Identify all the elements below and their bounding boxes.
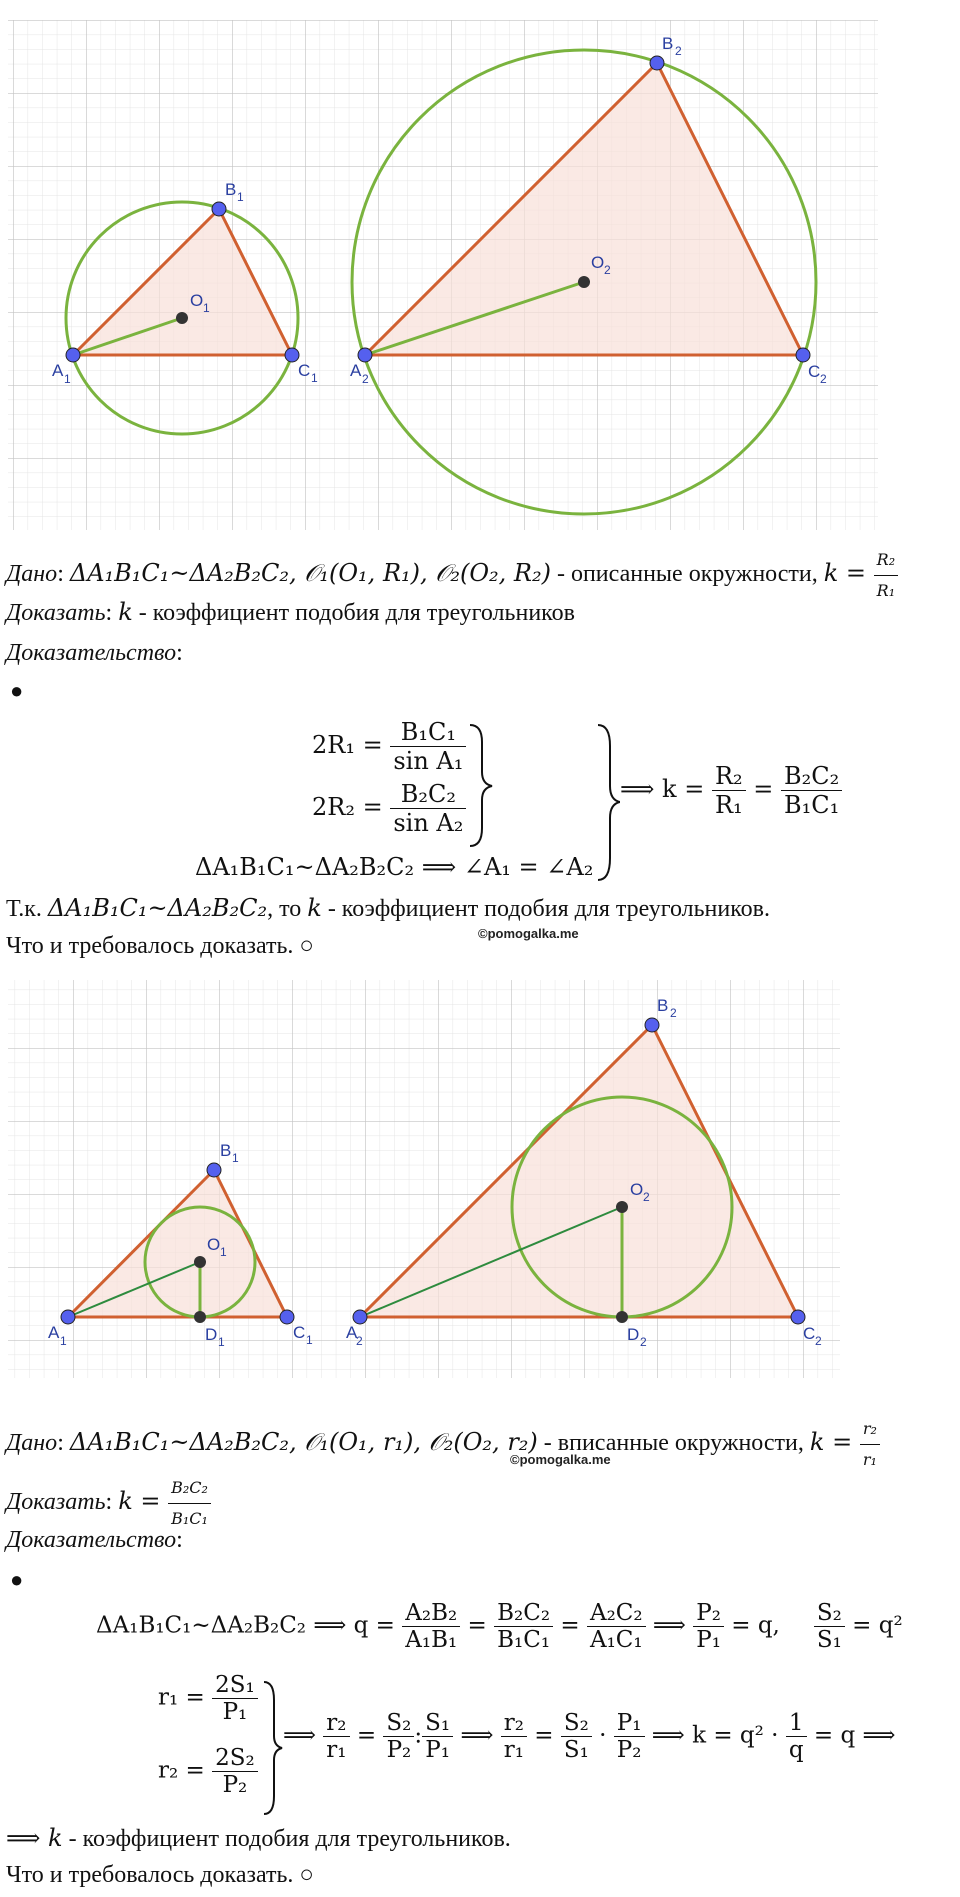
svg-text:C: C <box>293 1323 306 1342</box>
label-a2: A <box>350 361 362 380</box>
svg-text:2: 2 <box>643 1190 650 1204</box>
figure-inscribed <box>0 975 960 1390</box>
svg-text:D: D <box>205 1325 218 1344</box>
given-1: Дано: ΔA₁B₁C₁~ΔA₂B₂C₂, 𝒪₁(O₁, R₁), 𝒪₂(O₂, R₂) - описанные окружности, k = $\frac{\text{R₂}}{\text{R₁}}$ <box>6 545 898 606</box>
eq-r1: r₁ = $\frac{\text{2S₁}}{\text{P₁}}$ <box>158 1672 258 1725</box>
eq-result-1: ⟹ k = $\frac{\text{R₂}}{\text{R₁}}$ = $\frac{\text{B₂C₂}}{\text{B₁C₁}}$ <box>620 762 842 819</box>
svg-text:2: 2 <box>670 1006 677 1020</box>
qed-2: Что и требовалось доказать. ○ <box>6 1862 314 1888</box>
svg-text:2: 2 <box>604 263 611 277</box>
prove-2: Доказать: k = $\frac{\text{B₂C₂}}{\text{B₁C₁}}$ <box>6 1473 211 1534</box>
label-b1: B <box>225 180 237 199</box>
svg-text:1: 1 <box>64 372 71 386</box>
svg-text:2: 2 <box>362 372 369 386</box>
bullet-1: ● <box>10 678 24 703</box>
svg-text:1: 1 <box>218 1335 225 1349</box>
svg-text:B: B <box>657 996 669 1015</box>
svg-text:2: 2 <box>675 44 682 58</box>
prove-1: Доказать: k - коэффициент подобия для треугольников <box>6 598 575 626</box>
svg-text:O: O <box>630 1180 644 1199</box>
braces-1 <box>470 722 620 884</box>
svg-text:2: 2 <box>815 1334 822 1348</box>
label-c2: C <box>808 362 821 381</box>
svg-text:2: 2 <box>356 1334 363 1348</box>
svg-text:1: 1 <box>220 1245 227 1259</box>
label-o2: O <box>591 253 605 272</box>
eq-2r2: 2R₂ = $\frac{\text{B₂C₂}}{\text{sin A₂}}$ <box>312 780 466 837</box>
eq-similarity: ΔA₁B₁C₁~ΔA₂B₂C₂ ⟹ q = $\frac{\text{A₂B₂}}{\text{A₁B₁}}$ = $\frac{\text{B₂C₂}}{\text{B₁C₁}}$ = $\frac{\text{A₂C₂}}{\text{A₁C₁}}$ ⟹ $\frac{\text{P₂}}{\text{P₁}}$ = q, $\frac{\text{S₂}}{\text{S₁}}$ = q² <box>96 1600 903 1653</box>
svg-text:1: 1 <box>306 1333 313 1347</box>
svg-text:B: B <box>220 1141 232 1160</box>
watermark-2: ©pomogalka.me <box>510 1452 611 1467</box>
svg-text:1: 1 <box>203 301 210 315</box>
eq-angles: ΔA₁B₁C₁~ΔA₂B₂C₂ ⟹ ∠A₁ = ∠A₂ <box>195 853 594 881</box>
eq-ratio-chain: ⟹ $\frac{\text{r₂}}{\text{r₁}}$ = $\frac{\text{S₂}}{\text{P₂}}$ : $\frac{\text{S₁}}{\text{P₁}}$ ⟹ $\frac{\text{r₂}}{\text{r₁}}$ = $\frac{\text{S₂}}{\text{S₁}}$ · $\frac{\text{P₁}}{\text{P₂}}$ ⟹ k = q² · $\frac{1}{q}$ = q ⟹ <box>283 1710 896 1763</box>
label-a1: A <box>52 361 64 380</box>
conclusion-1: Т.к. ΔA₁B₁C₁~ΔA₂B₂C₂, то k - коэффициент подобия для треугольников. <box>6 894 771 922</box>
figure-circumscribed <box>0 0 960 540</box>
svg-text:1: 1 <box>232 1151 239 1165</box>
svg-text:1: 1 <box>60 1334 67 1348</box>
svg-text:1: 1 <box>311 371 318 385</box>
svg-text:O: O <box>207 1235 221 1254</box>
bullet-2: ● <box>10 1567 24 1592</box>
proof-label-2: Доказательство: <box>6 1527 183 1553</box>
brace-2 <box>262 1680 284 1816</box>
given-2: Дано: ΔA₁B₁C₁~ΔA₂B₂C₂, 𝒪₁(O₁, r₁), 𝒪₂(O₂, r₂) - вписанные окружности, k = $\frac{\text{r₂}}{\text{r₁}}$ <box>6 1414 880 1475</box>
label-o1: O <box>190 291 204 310</box>
svg-text:C: C <box>803 1324 816 1343</box>
svg-text:A: A <box>346 1323 358 1342</box>
watermark-1: ©pomogalka.me <box>478 926 579 941</box>
final-2: ⟹ k - коэффициент подобия для треугольников. <box>6 1824 511 1852</box>
svg-text:2: 2 <box>820 372 827 386</box>
eq-2r1: 2R₁ = $\frac{\text{B₁C₁}}{\text{sin A₁}}$ <box>312 718 466 775</box>
eq-r2: r₂ = $\frac{\text{2S₂}}{\text{P₂}}$ <box>158 1745 258 1798</box>
svg-text:1: 1 <box>237 190 244 204</box>
label-b2: B <box>662 34 674 53</box>
svg-text:2: 2 <box>640 1335 647 1349</box>
label-c1: C <box>298 361 311 380</box>
svg-text:A: A <box>48 1323 60 1342</box>
proof-label-1: Доказательство: <box>6 640 183 666</box>
qed-1: Что и требовалось доказать. ○ <box>6 933 314 959</box>
svg-text:D: D <box>627 1325 640 1344</box>
